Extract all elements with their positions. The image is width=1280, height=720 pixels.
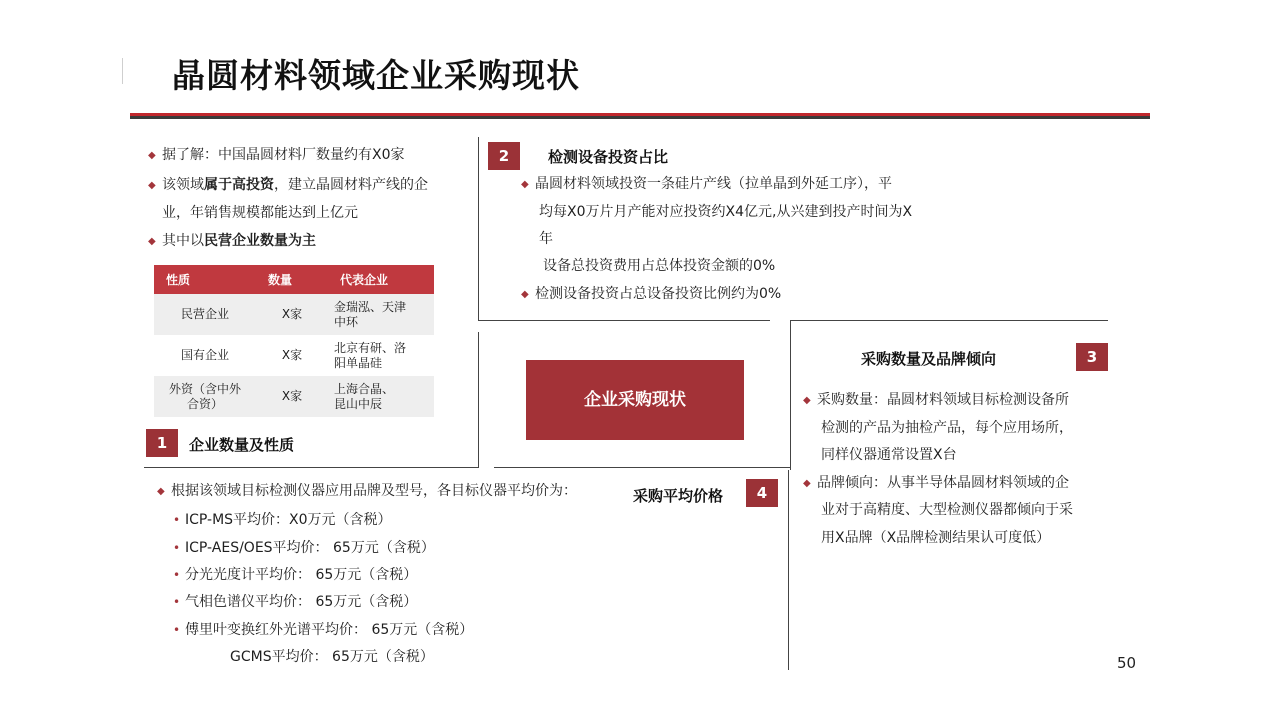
page-number: 50 [1117, 654, 1137, 672]
s3-bullet-1-line2: 检测的产品为抽检产品，每个应用场所， [821, 420, 1073, 436]
diamond-bullet-icon: ◆ [148, 236, 156, 247]
section-3-title: 采购数量及品牌倾向 [861, 350, 997, 368]
diamond-bullet-icon: ◆ [803, 478, 811, 489]
s1-bullet-3: ◆ 其中以民营企业数量为主 [148, 228, 316, 255]
section-4-title: 采购平均价格 [633, 487, 724, 505]
col-header-enterprise: 代表企业 [328, 265, 434, 294]
s4-intro: ◆ 根据该领域目标检测仪器应用品牌及型号，各目标仪器平均价为： [157, 478, 577, 505]
page-title: 晶圆材料领域企业采购现状 [172, 56, 580, 95]
s3-bullet-2-line3: 用X品牌（X品牌检测结果认可度低） [821, 530, 1051, 546]
s2-bullet-1-line4: 设备总投资费用占总体投资金额的0% [543, 258, 776, 274]
s3-bullet-1-line3: 同样仪器通常设置X台 [821, 447, 957, 463]
s2-bullet-2: ◆ 检测设备投资占总设备投资比例约为0% [521, 281, 781, 308]
divider [478, 137, 479, 320]
enterprise-table [154, 265, 434, 417]
section-2-number: 2 [488, 142, 520, 170]
s2-bullet-1: ◆ 晶圆材料领域投资一条硅片产线（拉单晶到外延工序），平 [521, 171, 892, 198]
diamond-bullet-icon: ◆ [521, 289, 529, 300]
diamond-bullet-icon: ◆ [148, 180, 156, 191]
divider [478, 320, 770, 321]
diamond-bullet-icon: ◆ [148, 150, 156, 161]
title-tick [122, 58, 123, 84]
table-row: 国有企业 X家 北京有研、洛 阳单晶硅 [180, 340, 407, 370]
section-1-number: 1 [146, 429, 178, 457]
price-item: • 分光光度计平均价： 65万元（含税） [173, 567, 418, 583]
s1-bullet-1: ◆ 据了解：中国晶圆材料厂数量约有X0家 [148, 142, 405, 169]
s2-bullet-1-line3: 年 [539, 231, 553, 247]
section-2-title: 检测设备投资占比 [548, 148, 669, 166]
divider [788, 470, 789, 670]
divider [494, 467, 790, 468]
s1-bullet-2-cont: 业，年销售规模都能达到上亿元 [162, 205, 358, 221]
s1-bullet-2: ◆ 该领域属于高投资，建立晶圆材料产线的企 [148, 172, 428, 199]
price-item-gcms: GCMS平均价： 65万元（含税） [230, 649, 434, 665]
s3-bullet-2-line2: 业对于高精度、大型检测仪器都倾向于采 [821, 502, 1073, 518]
table-header-row [154, 265, 434, 294]
s3-bullet-1: ◆ 采购数量：晶圆材料领域目标检测设备所 [803, 387, 1069, 414]
divider [478, 332, 479, 467]
s3-bullet-2: ◆ 品牌倾向：从事半导体晶圆材料领域的企 [803, 470, 1069, 497]
price-item: • 气相色谱仪平均价： 65万元（含税） [173, 594, 418, 610]
table-row: 外资（含中外 合资） X家 上海合晶、 昆山中辰 [154, 376, 434, 417]
divider [790, 320, 1108, 321]
s2-bullet-1-line2: 均每X0万片月产能对应投资约X4亿元,从兴建到投产时间为X [539, 204, 913, 220]
price-item: • ICP-AES/OES平均价： 65万元（含税） [173, 540, 435, 556]
diamond-bullet-icon: ◆ [803, 395, 811, 406]
section-1-title: 企业数量及性质 [189, 436, 295, 454]
divider [144, 467, 479, 468]
price-item: • ICP-MS平均价：X0万元（含税） [173, 512, 392, 528]
title-rule-dark [130, 116, 1150, 119]
center-label-box: 企业采购现状 [526, 360, 744, 440]
diamond-bullet-icon: ◆ [521, 179, 529, 190]
col-header-type: 性质 [154, 265, 256, 294]
section-3-number: 3 [1076, 343, 1108, 371]
section-4-number: 4 [746, 479, 778, 507]
table-row: 民营企业 X家 金瑞泓、天津 中环 [154, 294, 434, 335]
price-item: • 傅里叶变换红外光谱平均价： 65万元（含税） [173, 622, 474, 638]
col-header-count: 数量 [256, 265, 328, 294]
divider [790, 320, 791, 470]
diamond-bullet-icon: ◆ [157, 486, 165, 497]
